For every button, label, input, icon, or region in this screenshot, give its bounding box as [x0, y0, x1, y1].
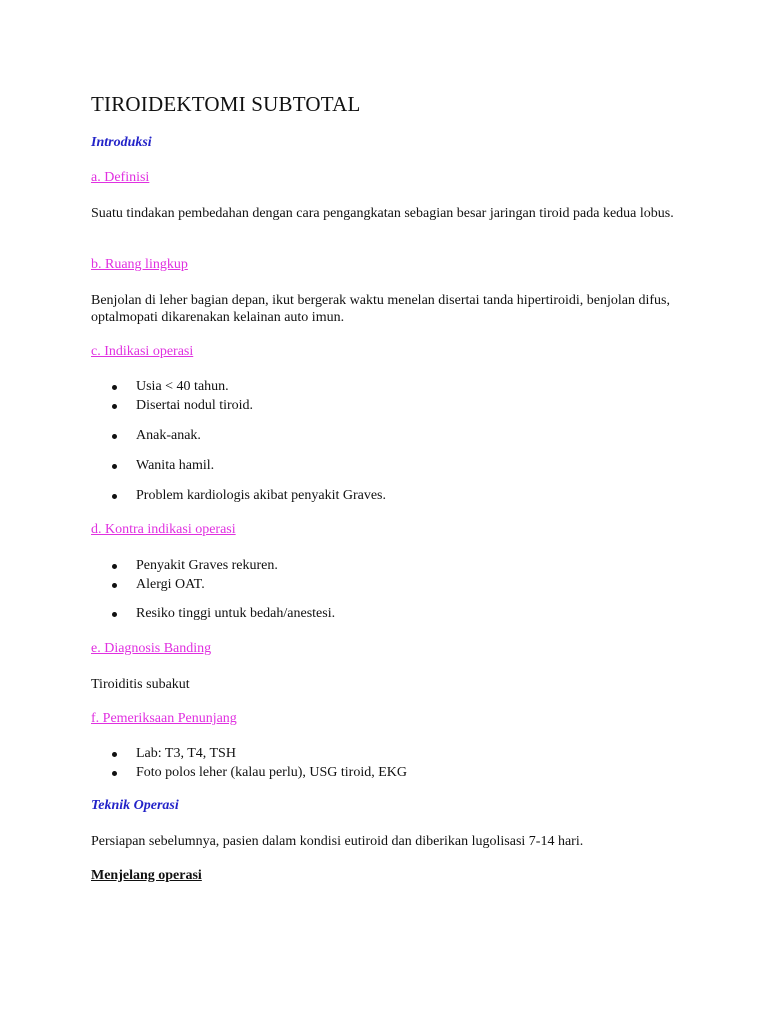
link-definisi[interactable]: a. Definisi — [91, 170, 150, 185]
link-pemeriksaan-penunjang[interactable]: f. Pemeriksaan Penunjang — [91, 711, 237, 726]
menjelang-operasi-heading: Menjelang operasi — [91, 868, 202, 883]
diagnosis-banding-text: Tiroiditis subakut — [91, 677, 190, 692]
list-item: Penyakit Graves rekuren. — [113, 557, 255, 574]
link-kontra-indikasi-operasi[interactable]: d. Kontra indikasi operasi — [91, 522, 236, 537]
bullet-icon — [112, 564, 117, 569]
definisi-text: Suatu tindakan pembedahan dengan cara pengangkatan sebagian besar jaringan tiroid pada kedua lobus. — [91, 206, 674, 221]
bullet-icon — [112, 434, 117, 439]
document-title: TIROIDEKTOMI SUBTOTAL — [91, 92, 361, 116]
bullet-icon — [112, 494, 117, 499]
list-item: Problem kardiologis akibat penyakit Graves. — [113, 487, 363, 504]
link-ruang-lingkup[interactable]: b. Ruang lingkup — [91, 257, 188, 272]
persiapan-text: Persiapan sebelumnya, pasien dalam kondisi eutiroid dan diberikan lugolisasi 7-14 hari. — [91, 834, 584, 849]
list-item: Alergi OAT. — [113, 576, 182, 593]
list-item: Usia < 40 tahun. — [113, 378, 206, 395]
link-indikasi-operasi[interactable]: c. Indikasi operasi — [91, 344, 194, 359]
bullet-icon — [112, 612, 117, 617]
section-heading-teknik-operasi: Teknik Operasi — [91, 798, 179, 813]
link-diagnosis-banding[interactable]: e. Diagnosis Banding — [91, 641, 212, 656]
bullet-icon — [112, 464, 117, 469]
bullet-icon — [112, 752, 117, 757]
bullet-icon — [112, 771, 117, 776]
ruang-lingkup-text: Benjolan di leher bagian depan, ikut bergerak waktu menelan disertai tanda hipertiroidi, benjolan difus, optalmopati dikarenakan kelainan auto imun. — [91, 293, 671, 325]
list-item: Anak-anak. — [113, 427, 178, 444]
bullet-icon — [112, 385, 117, 390]
bullet-icon — [112, 583, 117, 588]
list-item: Lab: T3, T4, TSH — [113, 745, 213, 762]
bullet-icon — [112, 404, 117, 409]
list-item: Disertai nodul tiroid. — [113, 397, 230, 414]
list-item: Resiko tinggi untuk bedah/anestesi. — [113, 605, 312, 622]
section-heading-introduksi: Introduksi — [91, 135, 152, 150]
list-item: Foto polos leher (kalau perlu), USG tiroid, EKG — [113, 764, 384, 781]
list-item: Wanita hamil. — [113, 457, 191, 474]
